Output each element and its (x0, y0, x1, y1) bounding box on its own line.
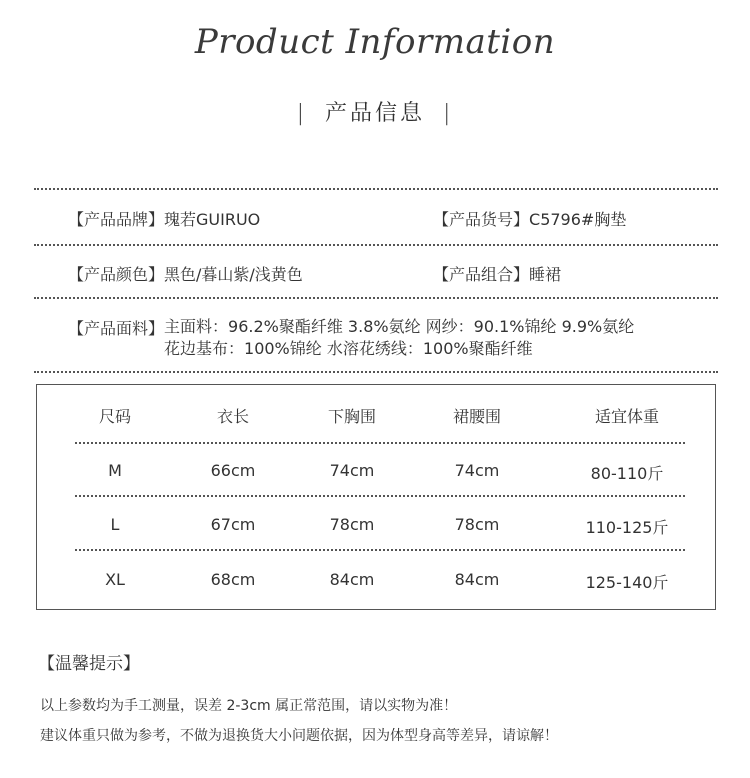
header-length: 衣长 (216, 407, 250, 426)
cell-underbust: 84cm (329, 570, 375, 589)
color-value: 黑色/暮山紫/浅黄色 (164, 265, 303, 284)
combo-value: 睡裙 (529, 265, 562, 284)
tip-line-2: 建议体重只做为参考，不做为退换货大小问题依据，因为体型身高等差异，请谅解！ (40, 728, 558, 744)
header-weight: 适宜体重 (594, 407, 660, 426)
sku-label: 【产品货号】 (433, 210, 530, 229)
divider (34, 371, 718, 373)
divider (34, 188, 718, 190)
cell-length: 67cm (210, 515, 256, 534)
sku-value: C5796#胸垫 (529, 210, 627, 229)
header-size: 尺码 (98, 407, 132, 426)
tips-title: 【温馨提示】 (38, 654, 140, 674)
size-table (36, 384, 716, 610)
fabric-values (164, 316, 634, 360)
table-row (37, 515, 717, 539)
product-information-title: Product Information (194, 22, 556, 62)
title-bar-left: | (296, 101, 307, 126)
table-row (37, 570, 717, 594)
cell-waist: 74cm (454, 461, 500, 480)
cell-weight: 110-125斤 (585, 518, 669, 537)
tip-line-1: 以上参数均为手工测量，误差 2-3cm 属正常范围，请以实物为准！ (40, 698, 458, 714)
cell-length: 66cm (210, 461, 256, 480)
title-bar-right: | (443, 101, 454, 126)
cell-waist: 78cm (454, 515, 500, 534)
fabric-line-1: 主面料：96.2%聚酯纤维 3.8%氨纶 网纱：90.1%锦纶 9.9%氨纶 (164, 317, 635, 336)
cell-length: 68cm (210, 570, 256, 589)
table-header-row (37, 404, 717, 428)
table-divider (75, 495, 685, 497)
section-title (0, 96, 750, 127)
cell-size: M (108, 461, 122, 480)
divider (34, 297, 718, 299)
fabric-row (68, 316, 634, 360)
cell-size: L (110, 515, 120, 534)
color-label: 【产品颜色】 (68, 265, 165, 284)
header-waist: 裙腰围 (452, 407, 502, 426)
brand-value: 瑰若GUIRUO (164, 210, 261, 229)
cell-size: XL (105, 570, 125, 589)
cell-underbust: 78cm (329, 515, 375, 534)
brand-label: 【产品品牌】 (68, 210, 165, 229)
color-row (68, 262, 303, 285)
header-underbust: 下胸围 (327, 407, 377, 426)
cell-waist: 84cm (454, 570, 500, 589)
fabric-line-2: 花边基布：100%锦纶 水溶花绣线：100%聚酯纤维 (164, 339, 533, 358)
cell-weight: 125-140斤 (585, 573, 669, 592)
combo-label: 【产品组合】 (433, 265, 530, 284)
divider (34, 244, 718, 246)
fabric-label: 【产品面料】 (68, 319, 165, 338)
combo-row (433, 262, 561, 285)
table-row (37, 461, 717, 485)
section-title-text: 产品信息 (324, 101, 425, 126)
brand-row (68, 207, 260, 230)
cell-weight: 80-110斤 (590, 464, 664, 483)
sku-row (433, 207, 626, 230)
table-divider (75, 442, 685, 444)
table-divider (75, 549, 685, 551)
cell-underbust: 74cm (329, 461, 375, 480)
